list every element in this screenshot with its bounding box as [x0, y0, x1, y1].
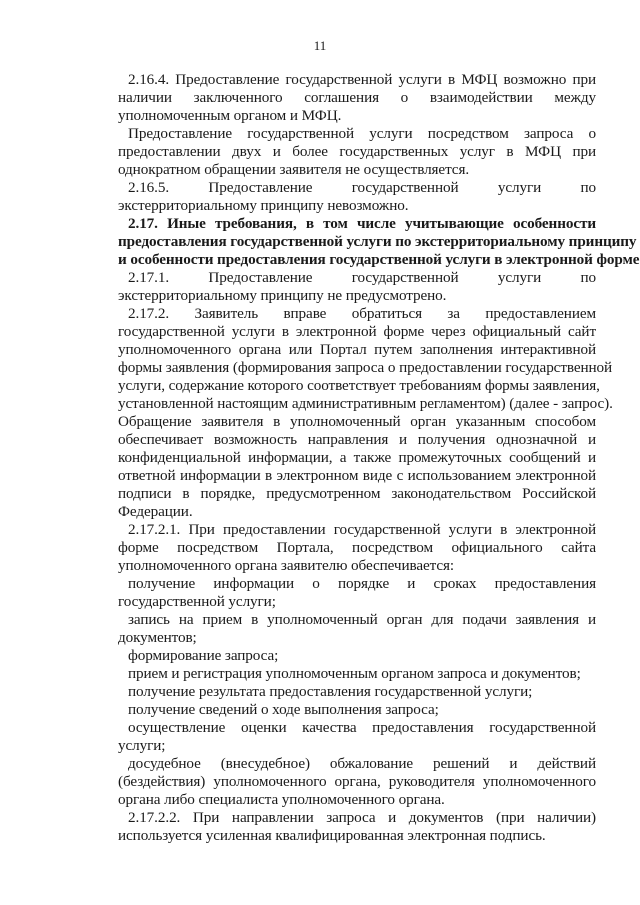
text-line: конфиденциальной информации, а также промежуточных сообщений и: [118, 449, 596, 466]
text-line: используется усиленная квалифицированная электронная подпись.: [118, 827, 546, 844]
text-line: форме посредством Портала, посредством официального сайта: [118, 539, 596, 556]
text-line: 2.17.2. Заявитель вправе обратиться за предоставлением: [128, 305, 596, 322]
text-line: экстерриториальному принципу невозможно.: [118, 197, 409, 214]
list-item-line: формирование запроса;: [128, 647, 279, 664]
text-line: уполномоченным органом и МФЦ.: [118, 107, 342, 124]
list-item-line: документов;: [118, 629, 197, 646]
text-line: 2.17.2.2. При направлении запроса и документов (при наличии): [128, 809, 596, 826]
text-line: Федерации.: [118, 503, 193, 520]
text-line: обеспечивает возможность направления и получения однозначной и: [118, 431, 596, 448]
list-item-line: (бездействия) уполномоченного органа, руководителя уполномоченного: [118, 773, 596, 790]
text-line: государственной услуги в электронной форме через официальный сайт: [118, 323, 596, 340]
list-item-line: получение информации о порядке и сроках предоставления: [128, 575, 596, 592]
text-line: однократном обращении заявителя не осуществляется.: [118, 161, 470, 178]
section-heading-line: предоставления государственной услуги по экстерриториальному принципу: [118, 233, 637, 250]
text-line: ответной информации в электронном виде с использованием электронной: [118, 467, 596, 484]
text-line: уполномоченного органа или Портал путем заполнения интерактивной: [118, 341, 596, 358]
section-heading-line: и особенности предоставления государственной услуги в электронной форме: [118, 251, 640, 268]
text-line: 2.17.2.1. При предоставлении государственной услуги в электронной: [128, 521, 596, 538]
list-item-line: государственной услуги;: [118, 593, 276, 610]
list-item-line: услуги;: [118, 737, 166, 754]
list-item-line: осуществление оценки качества предоставления государственной: [128, 719, 596, 736]
page-number: 11: [313, 38, 327, 53]
text-line: экстерриториальному принципу не предусмотрено.: [118, 287, 447, 304]
text-line: установленной настоящим административным регламентом) (далее - запрос).: [118, 395, 613, 412]
text-line: 2.16.4. Предоставление государственной услуги в МФЦ возможно при: [128, 71, 596, 88]
text-line: уполномоченного органа заявителю обеспечивается:: [118, 557, 455, 574]
list-item-line: запись на прием в уполномоченный орган для подачи заявления и: [128, 611, 596, 628]
text-line: наличии заключенного соглашения о взаимодействии между: [118, 89, 596, 106]
text-line: Предоставление государственной услуги посредством запроса о: [128, 125, 596, 142]
list-item-line: органа либо специалиста уполномоченного органа.: [118, 791, 445, 808]
list-item-line: получение результата предоставления государственной услуги;: [128, 683, 533, 700]
text-line: 2.17.1. Предоставление государственной услуги по: [128, 269, 596, 286]
list-item-line: получение сведений о ходе выполнения запроса;: [128, 701, 439, 718]
list-item-line: прием и регистрация уполномоченным органом запроса и документов;: [128, 665, 581, 682]
text-line: Обращение заявителя в уполномоченный орган указанным способом: [118, 413, 596, 430]
text-line: формы заявления (формирования запроса о предоставлении государственной: [118, 359, 613, 376]
list-item-line: досудебное (внесудебное) обжалование решений и действий: [128, 755, 596, 772]
text-line: услуги, содержание которого соответствует требованиям формы заявления,: [118, 377, 600, 394]
section-heading-line: 2.17. Иные требования, в том числе учитывающие особенности: [128, 215, 596, 232]
text-line: предоставлении двух и более государственных услуг в МФЦ при: [118, 143, 596, 160]
text-line: подписи в порядке, предусмотренном законодательством Российской: [118, 485, 596, 502]
text-line: 2.16.5. Предоставление государственной услуги по: [128, 179, 596, 196]
